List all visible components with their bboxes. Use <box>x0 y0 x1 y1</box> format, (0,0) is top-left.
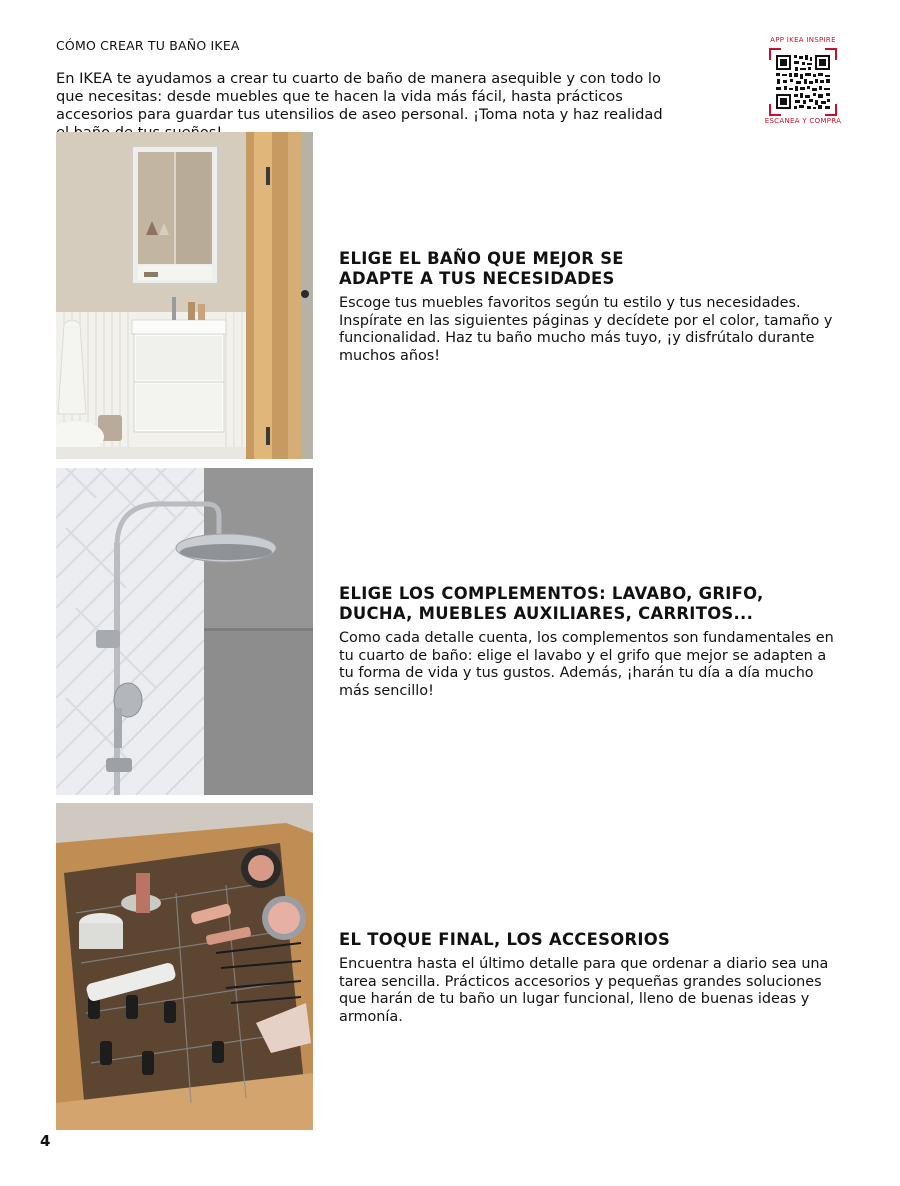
section-title-line-2: DUCHA, MUEBLES AUXILIARES, CARRITOS... <box>339 604 754 623</box>
section-body: Escoge tus muebles favoritos según tu estilo y tus necesidades. Inspírate en las siguientes páginas y decídete por el color, tamaño y funcionalidad. Haz tu baño mucho más tuyo, ¡y disfrútalo durante muchos años! <box>339 295 833 364</box>
section-body: Como cada detalle cuenta, los complementos son fundamentales en tu cuarto de baño: elige el lavabo y el grifo que mejor se adapten a tu forma de vida y tus gustos. Además, ¡harán tu día a día mucho más sencillo! <box>339 630 834 699</box>
shower-photo <box>56 468 313 795</box>
intro-paragraph: En IKEA te ayudamos a crear tu cuarto de baño de manera asequible y con todo lo que necesitas: desde muebles que te hacen la vida más fácil, hasta prácticos accesorios para guardar tus utensilios de aseo personal. ¡Toma nota y haz realidad <box>56 70 663 123</box>
qr-code-icon[interactable] <box>769 48 837 116</box>
page-number: 4 <box>40 1132 51 1150</box>
section-title <box>339 249 839 289</box>
section-title <box>339 584 839 624</box>
section-eyebrow: CÓMO CREAR TU BAÑO IKEA <box>56 38 240 53</box>
section-title <box>339 930 839 950</box>
qr-bottom-label: ESCANEA Y COMPRA <box>764 117 842 125</box>
section-title-line-1: EL TOQUE FINAL, LOS ACCESORIOS <box>339 930 671 949</box>
section-accessories <box>339 930 839 1026</box>
section-title-line-1: ELIGE LOS COMPLEMENTOS: LAVABO, GRIFO, <box>339 584 764 603</box>
section-title-line-1: ELIGE EL BAÑO QUE MEJOR SE <box>339 249 624 268</box>
section-title-line-2: ADAPTE A TUS NECESIDADES <box>339 269 615 288</box>
section-body: Encuentra hasta el último detalle para que ordenar a diario sea una tarea sencilla. Prácticos accesorios y pequeñas grandes soluciones que harán de tu baño un lugar funcional, lleno de buenas ideas y armonía. <box>339 956 829 1025</box>
accessories-drawer-photo <box>56 803 313 1130</box>
qr-code-block[interactable] <box>762 36 844 132</box>
section-complements <box>339 584 839 700</box>
qr-top-label: APP IKEA INSPIRE <box>770 36 836 44</box>
bathroom-vanity-photo <box>56 132 313 459</box>
section-bathroom <box>339 249 839 365</box>
